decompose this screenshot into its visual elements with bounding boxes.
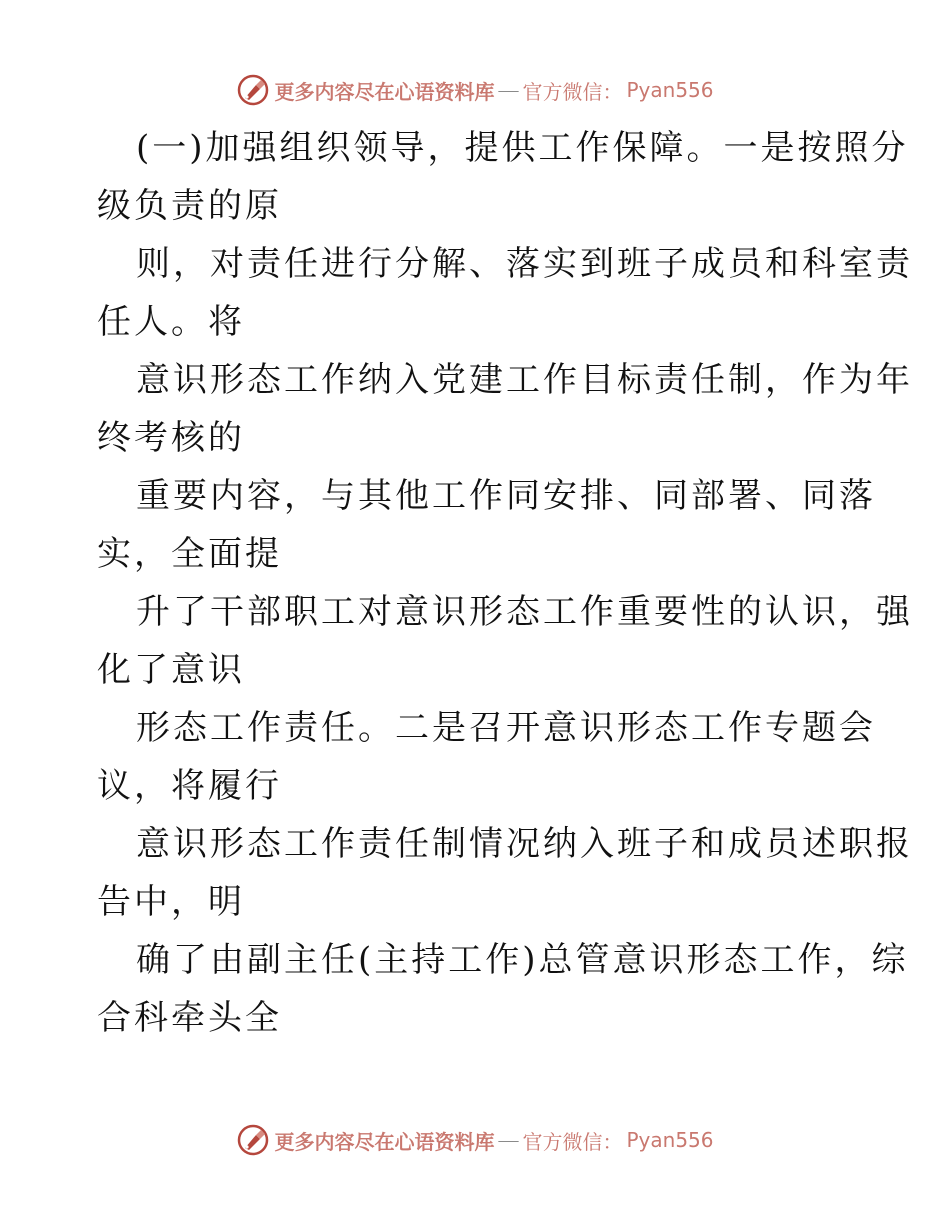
footer-banner-dash: —: [498, 1128, 519, 1151]
header-watermark-banner: [0, 70, 950, 110]
body-line: 合科牵头全: [97, 998, 282, 1038]
body-line: 化了意识: [97, 650, 245, 690]
body-line: 重要内容，与其他工作同安排、同部署、同落: [136, 476, 876, 516]
footer-banner-contact-id: Pyan556: [626, 1128, 714, 1152]
body-line: 任人。将: [97, 302, 245, 342]
body-line: 告中，明: [97, 882, 245, 922]
footer-banner-title: 更多内容尽在心语资料库: [274, 1129, 495, 1154]
body-line: 意识形态工作责任制情况纳入班子和成员述职报: [136, 824, 913, 864]
header-banner-content: [236, 73, 713, 107]
body-line: 则，对责任进行分解、落实到班子成员和科室责: [136, 244, 913, 284]
footer-banner-content: [236, 1123, 713, 1157]
header-banner-dash: —: [498, 78, 519, 101]
footer-watermark-banner: [0, 1120, 950, 1160]
pen-nib-circle-icon: [236, 1123, 270, 1157]
header-banner-contact-id: Pyan556: [626, 78, 714, 102]
body-line: 意识形态工作纳入党建工作目标责任制，作为年: [136, 360, 913, 400]
body-line: 升了干部职工对意识形态工作重要性的认识，强: [136, 592, 913, 632]
header-banner-title: 更多内容尽在心语资料库: [274, 79, 495, 104]
body-line: 终考核的: [97, 418, 245, 458]
pen-nib-circle-icon: [236, 73, 270, 107]
body-line: 形态工作责任。二是召开意识形态工作专题会: [136, 708, 876, 748]
body-line: 实，全面提: [97, 534, 282, 574]
body-line: 级负责的原: [97, 186, 282, 226]
header-banner-contact-label: 官方微信：: [522, 79, 623, 104]
body-line: 确了由副主任(主持工作)总管意识形态工作，综: [136, 940, 909, 980]
body-line: (一)加强组织领导，提供工作保障。一是按照分: [136, 128, 909, 168]
body-line: 议，将履行: [97, 766, 282, 806]
footer-banner-contact-label: 官方微信：: [522, 1129, 623, 1154]
